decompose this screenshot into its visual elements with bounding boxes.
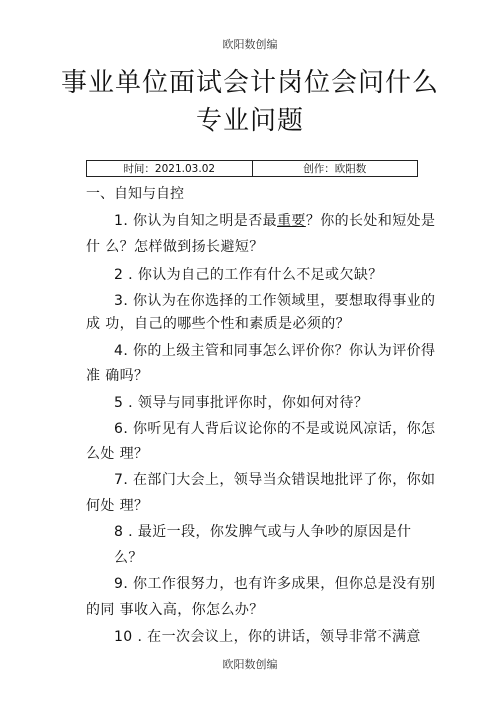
question-1-line-2: 什 么？怎样做到扬长避短？ bbox=[86, 239, 264, 255]
question-number: 4 bbox=[114, 343, 124, 359]
question-text: . 你工作很努力，也有许多成果，但你总是没有别 bbox=[123, 576, 436, 592]
meta-time: 时间：2021.03.02 bbox=[123, 163, 216, 175]
question-number: 5 bbox=[114, 395, 124, 411]
question-text: . 你认为自知之明是否最 bbox=[123, 213, 278, 229]
question-number: 1 bbox=[114, 213, 124, 229]
question-text: ？你的长处和短处是 bbox=[305, 213, 436, 229]
document-title-line-1: 事业单位面试会计岗位会问什么 bbox=[60, 68, 439, 98]
question-7-line-2: 何处 理？ bbox=[86, 498, 149, 514]
question-1-line-1 bbox=[114, 210, 435, 230]
question-6-line-2: 么处 理？ bbox=[86, 446, 149, 462]
header-watermark: 欧阳数创编 bbox=[222, 38, 278, 51]
question-3-line-2: 成 功，自己的哪些个性和素质是必须的？ bbox=[86, 316, 351, 332]
question-8-line-2: 么？ bbox=[114, 550, 143, 566]
question-number: 8 bbox=[114, 524, 124, 540]
meta-author: 创作：欧阳数 bbox=[252, 161, 418, 176]
question-text: . 领导与同事批评你时，你如何对待？ bbox=[123, 395, 369, 411]
question-text: . 在一次会议上，你的讲话，领导非常不满意 bbox=[132, 629, 421, 645]
question-number: 3 bbox=[114, 293, 124, 309]
question-text: . 在部门大会上，领导当众错误地批评了你，你如 bbox=[123, 472, 436, 488]
question-6-line-1 bbox=[114, 418, 435, 438]
question-4-line-1 bbox=[114, 340, 435, 360]
question-number: 10 bbox=[114, 629, 133, 645]
question-text: . 你听见有人背后议论你的不是或说风凉话，你怎 bbox=[123, 421, 436, 437]
document-title-line-2: 专业问题 bbox=[195, 106, 304, 136]
question-2-line-1 bbox=[114, 264, 383, 284]
question-number: 2 bbox=[114, 267, 124, 283]
question-10-line-1 bbox=[114, 626, 421, 646]
question-text: . 最近一段，你发脾气或与人争吵的原因是什 bbox=[123, 524, 412, 540]
question-text: . 你认为在你选择的工作领域里，要想取得事业的 bbox=[123, 293, 436, 309]
question-4-line-2: 准 确吗？ bbox=[86, 368, 149, 384]
question-9-line-2: 的同 事收入高，你怎么办？ bbox=[86, 602, 264, 618]
question-number: 9 bbox=[114, 576, 124, 592]
section-heading: 一、自知与自控 bbox=[86, 186, 184, 202]
meta-table bbox=[86, 160, 418, 177]
question-5-line-1 bbox=[114, 392, 368, 412]
question-7-line-1 bbox=[114, 469, 435, 489]
question-3-line-1 bbox=[114, 290, 435, 310]
footer-watermark: 欧阳数创编 bbox=[222, 658, 278, 671]
question-number: 7 bbox=[114, 472, 124, 488]
underlined-text: 重要 bbox=[277, 213, 306, 229]
question-number: 6 bbox=[114, 421, 124, 437]
question-8-line-1 bbox=[114, 521, 411, 541]
question-text: . 你的上级主管和同事怎么评价你？你认为评价得 bbox=[123, 343, 436, 359]
question-9-line-1 bbox=[114, 573, 435, 593]
question-text: . 你认为自己的工作有什么不足或欠缺？ bbox=[123, 267, 383, 283]
